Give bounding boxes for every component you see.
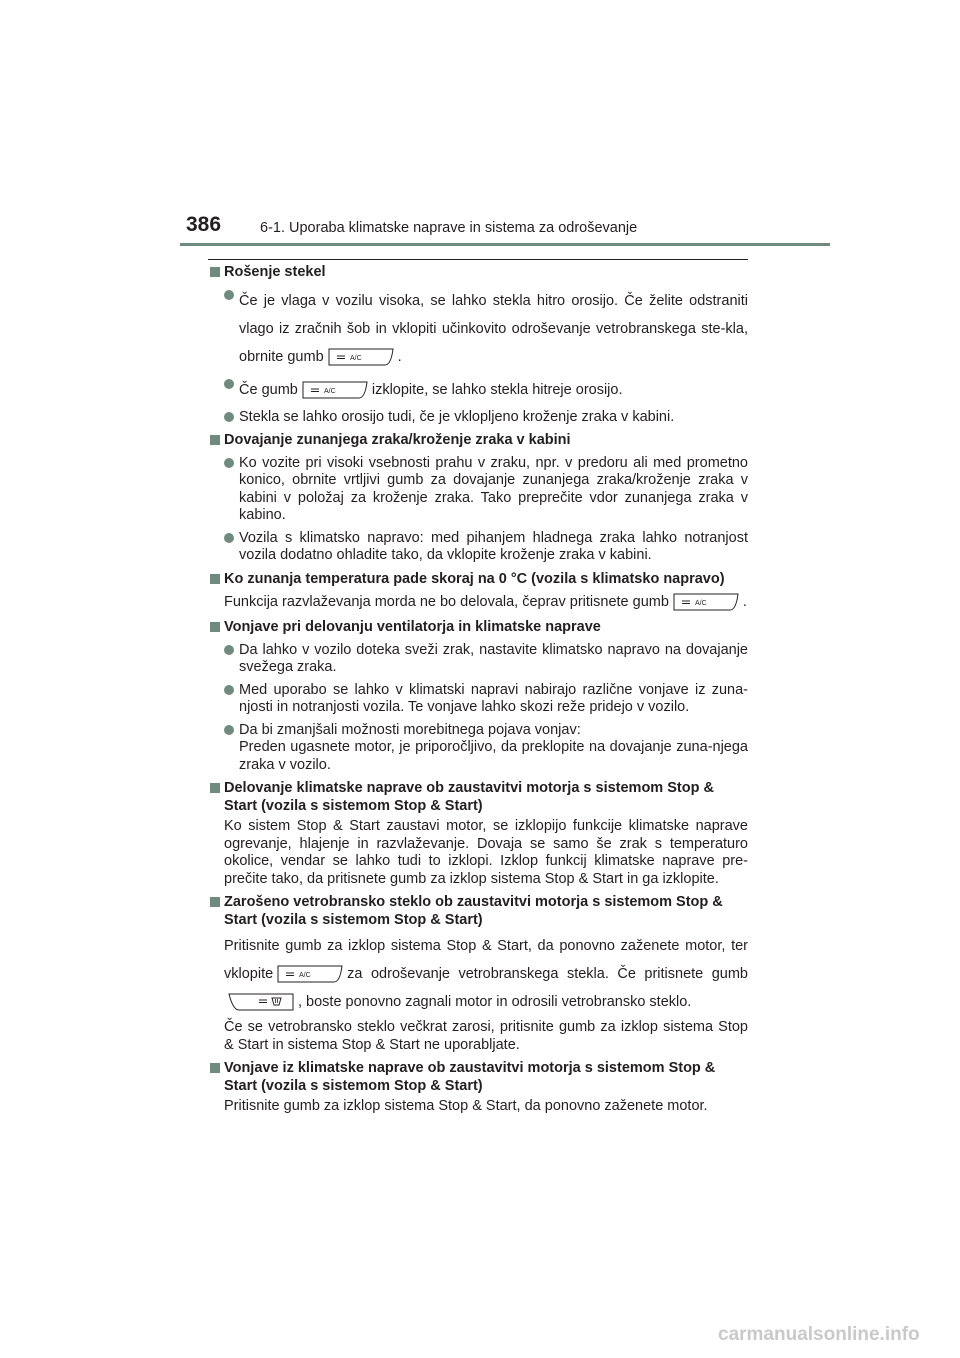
bullet-item: Stekla se lahko orosijo tudi, če je vklopljeno kroženje zraka v kabini.	[208, 409, 748, 427]
ac-button-icon	[276, 963, 344, 985]
svg-text:A/C: A/C	[694, 600, 707, 607]
paragraph: Funkcija razvlaževanja morda ne bo delovala, čeprav pritisnete gumb A/C .	[208, 591, 748, 613]
bullet-item: Vozila s klimatsko napravo: med pihanjem hladnega zraka lahko notranjost vozila dodatno ohladite tako, da vklopite kroženje zraka v kabini.	[208, 530, 748, 565]
paragraph: Pritisnite gumb za izklop sistema Stop & Start, da ponovno zaženete motor, ter vklopite A/C za odroševanje vetrobranskega stekla. Če pritisnete gumb , boste ponovno zagnali motor in odrosili vetrobransko steklo.	[208, 932, 748, 1016]
ac-button-icon	[301, 379, 369, 401]
svg-text:A/C: A/C	[299, 972, 311, 980]
heading-zaroseno-steklo: Zarošeno vetrobransko steklo ob zaustavitvi motorja s sistemom Stop & Start (vozila s sistemom Stop & Start)	[208, 894, 748, 929]
bullet-item: Če je vlaga v vozilu visoka, se lahko stekla hitro orosijo. Če želite odstraniti vlago iz zračnih šob in vklopiti učinkovito odroševanje vetrobranskega ste-kla, obrnite gumb A/C .	[208, 287, 748, 371]
bullet-item: Če gumb A/C izklopite, se lahko stekla hitreje orosijo.	[208, 376, 748, 404]
page-number: 386	[186, 213, 222, 236]
manual-content	[208, 264, 748, 1116]
ac-button-icon	[672, 591, 740, 613]
heading-vonjave-ventilator: Vonjave pri delovanju ventilatorja in klimatske naprave	[208, 619, 748, 637]
heading-zunanja-temperatura: Ko zunanja temperatura pade skoraj na 0 °C (vozila s klimatsko napravo)	[208, 571, 748, 589]
bullet-item: Da lahko v vozilo doteka sveži zrak, nastavite klimatsko napravo na dovajanje svežega zraka.	[208, 642, 748, 677]
chapter-title: 6-1. Uporaba klimatske naprave in sistema za odroševanje	[260, 220, 638, 236]
header-rule	[180, 243, 830, 246]
paragraph: Če se vetrobransko steklo večkrat zarosi, pritisnite gumb za izklop sistema Stop & Start in sistema Stop & Start ne uporabljate.	[224, 1019, 748, 1053]
bullet-item: Da bi zmanjšali možnosti morebitnega pojava vonjav: Preden ugasnete motor, je priporočljivo, da preklopite na dovajanje zuna-njega zraka v vozilo.	[208, 722, 748, 775]
watermark: carmanualsonline.info	[718, 1324, 920, 1345]
heading-vonjave-stop-start: Vonjave iz klimatske naprave ob zaustavitvi motorja s sistemom Stop & Start (vozila s sistemom Stop & Start)	[208, 1060, 748, 1095]
svg-text:A/C: A/C	[349, 354, 362, 362]
heading-rosenje-stekel: Rošenje stekel	[208, 264, 748, 282]
svg-text:A/C: A/C	[323, 387, 336, 395]
heading-stop-start-delovanje: Delovanje klimatske naprave ob zaustavitvi motorja s sistemom Stop & Start (vozila s sistemom Stop & Start)	[208, 780, 748, 815]
bullet-item: Med uporabo se lahko v klimatski napravi nabirajo različne vonjave iz zuna-njosti in notranjosti vozila. Te vonjave lahko skozi reže pridejo v vozilo.	[208, 682, 748, 717]
ac-button-icon	[327, 346, 395, 368]
bullet-item: Ko vozite pri visoki vsebnosti prahu v zraku, npr. v predoru ali med prometno konico, obrnite vrtljivi gumb za dovajanje zunanjega zraka/kroženje zraka v kabini v položaj za kroženje zraka. Tako preprečite vdor zunanjega zraka v kabino.	[208, 455, 748, 525]
section-rule	[208, 259, 748, 260]
paragraph: Pritisnite gumb za izklop sistema Stop & Start, da ponovno zaženete motor.	[224, 1098, 708, 1114]
paragraph: Ko sistem Stop & Start zaustavi motor, se izklopijo funkcije klimatske naprave ogrevanje, hlajenje in razvlaževanje. Dovaja se samo še zrak s temperaturo okolice, vendar se lahko tudi to izklopi. Izklop funkcij klimatske naprave pre-prečite tako, da pritisnete gumb za izklop sistema Stop & Start in ga izklopite.	[224, 818, 748, 887]
windshield-defogger-button-icon	[227, 991, 295, 1013]
heading-dovajanje-zraka: Dovajanje zunanjega zraka/kroženje zraka v kabini	[208, 432, 748, 450]
